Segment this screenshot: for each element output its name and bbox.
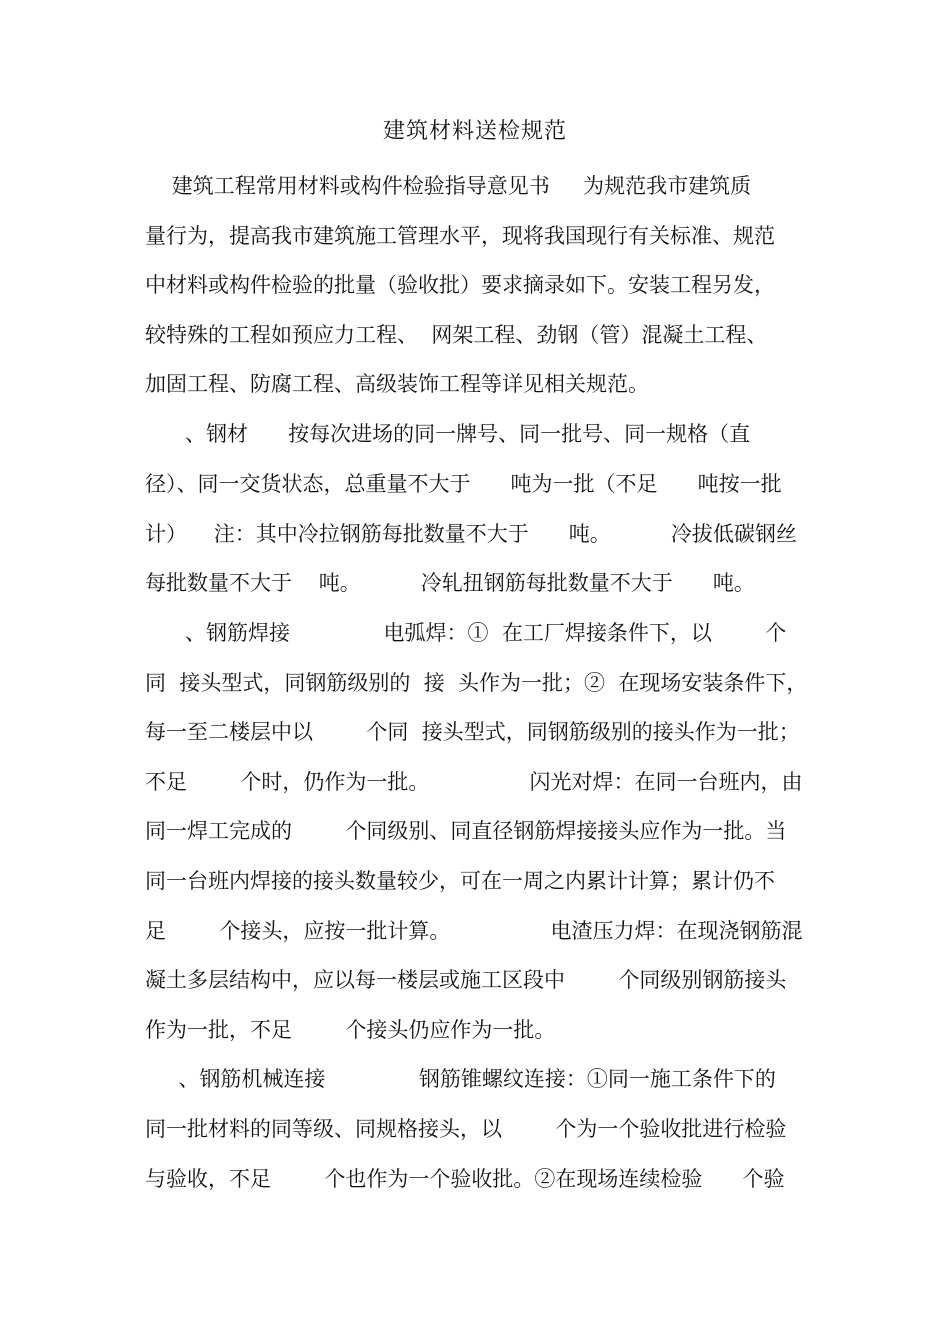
body-line: 中材料或构件检验的批量（验收批）要求摘录如下。安装工程另发，	[145, 273, 775, 297]
body-line: 建筑工程常用材料或构件检验指导意见书 为规范我市建筑质	[145, 174, 752, 198]
body-line: 、钢筋焊接 电弧焊：① 在工厂焊接条件下，以 个	[145, 621, 787, 645]
body-line: 不足 个时，仍作为一批。 闪光对焊：在同一台班内，由	[145, 770, 803, 794]
body-line: 较特殊的工程如预应力工程、 网架工程、劲钢（管）混凝土工程、	[145, 323, 768, 347]
body-line: 加固工程、防腐工程、高级装饰工程等详见相关规范。	[145, 372, 649, 396]
body-line: 同一台班内焊接的接头数量较少，可在一周之内累计计算；累计仍不	[145, 869, 775, 893]
body-line: 计） 注：其中冷拉钢筋每批数量不大于 吨。 冷拔低碳钢丝	[145, 522, 797, 546]
body-line: 同 接头型式，同钢筋级别的 接 头作为一批；② 在现场安装条件下，	[145, 671, 808, 695]
document-title: 建筑材料送检规范	[382, 119, 567, 144]
body-line: 与验收，不足 个也作为一个验收批。②在现场连续检验 个验	[145, 1167, 785, 1191]
body-line: 作为一批，不足 个接头仍应作为一批。	[145, 1018, 556, 1042]
body-line: 、钢材 按每次进场的同一牌号、同一批号、同一规格（直	[145, 422, 751, 446]
body-line: 同一焊工完成的 个同级别、同直径钢筋焊接接头应作为一批。当	[145, 819, 787, 843]
body-line: 每一至二楼层中以 个同 接头型式，同钢筋级别的接头作为一批；	[145, 720, 800, 744]
body-line: 同一批材料的同等级、同规格接头，以 个为一个验收批进行检验	[145, 1117, 787, 1141]
body-line: 、钢筋机械连接 钢筋锥螺纹连接：①同一施工条件下的	[145, 1067, 776, 1091]
body-line: 量行为，提高我市建筑施工管理水平，现将我国现行有关标准、规范	[145, 224, 775, 248]
body-line: 每批数量不大于 吨。 冷轧扭钢筋每批数量不大于 吨。	[145, 571, 755, 595]
body-line: 足 个接头，应按一批计算。 电渣压力焊：在现浇钢筋混	[145, 919, 803, 943]
body-line: 径）、同一交货状态，总重量不大于 吨为一批（不足 吨按一批	[145, 472, 782, 496]
body-line: 凝土多层结构中，应以每一楼层或施工区段中 个同级别钢筋接头	[145, 968, 787, 992]
